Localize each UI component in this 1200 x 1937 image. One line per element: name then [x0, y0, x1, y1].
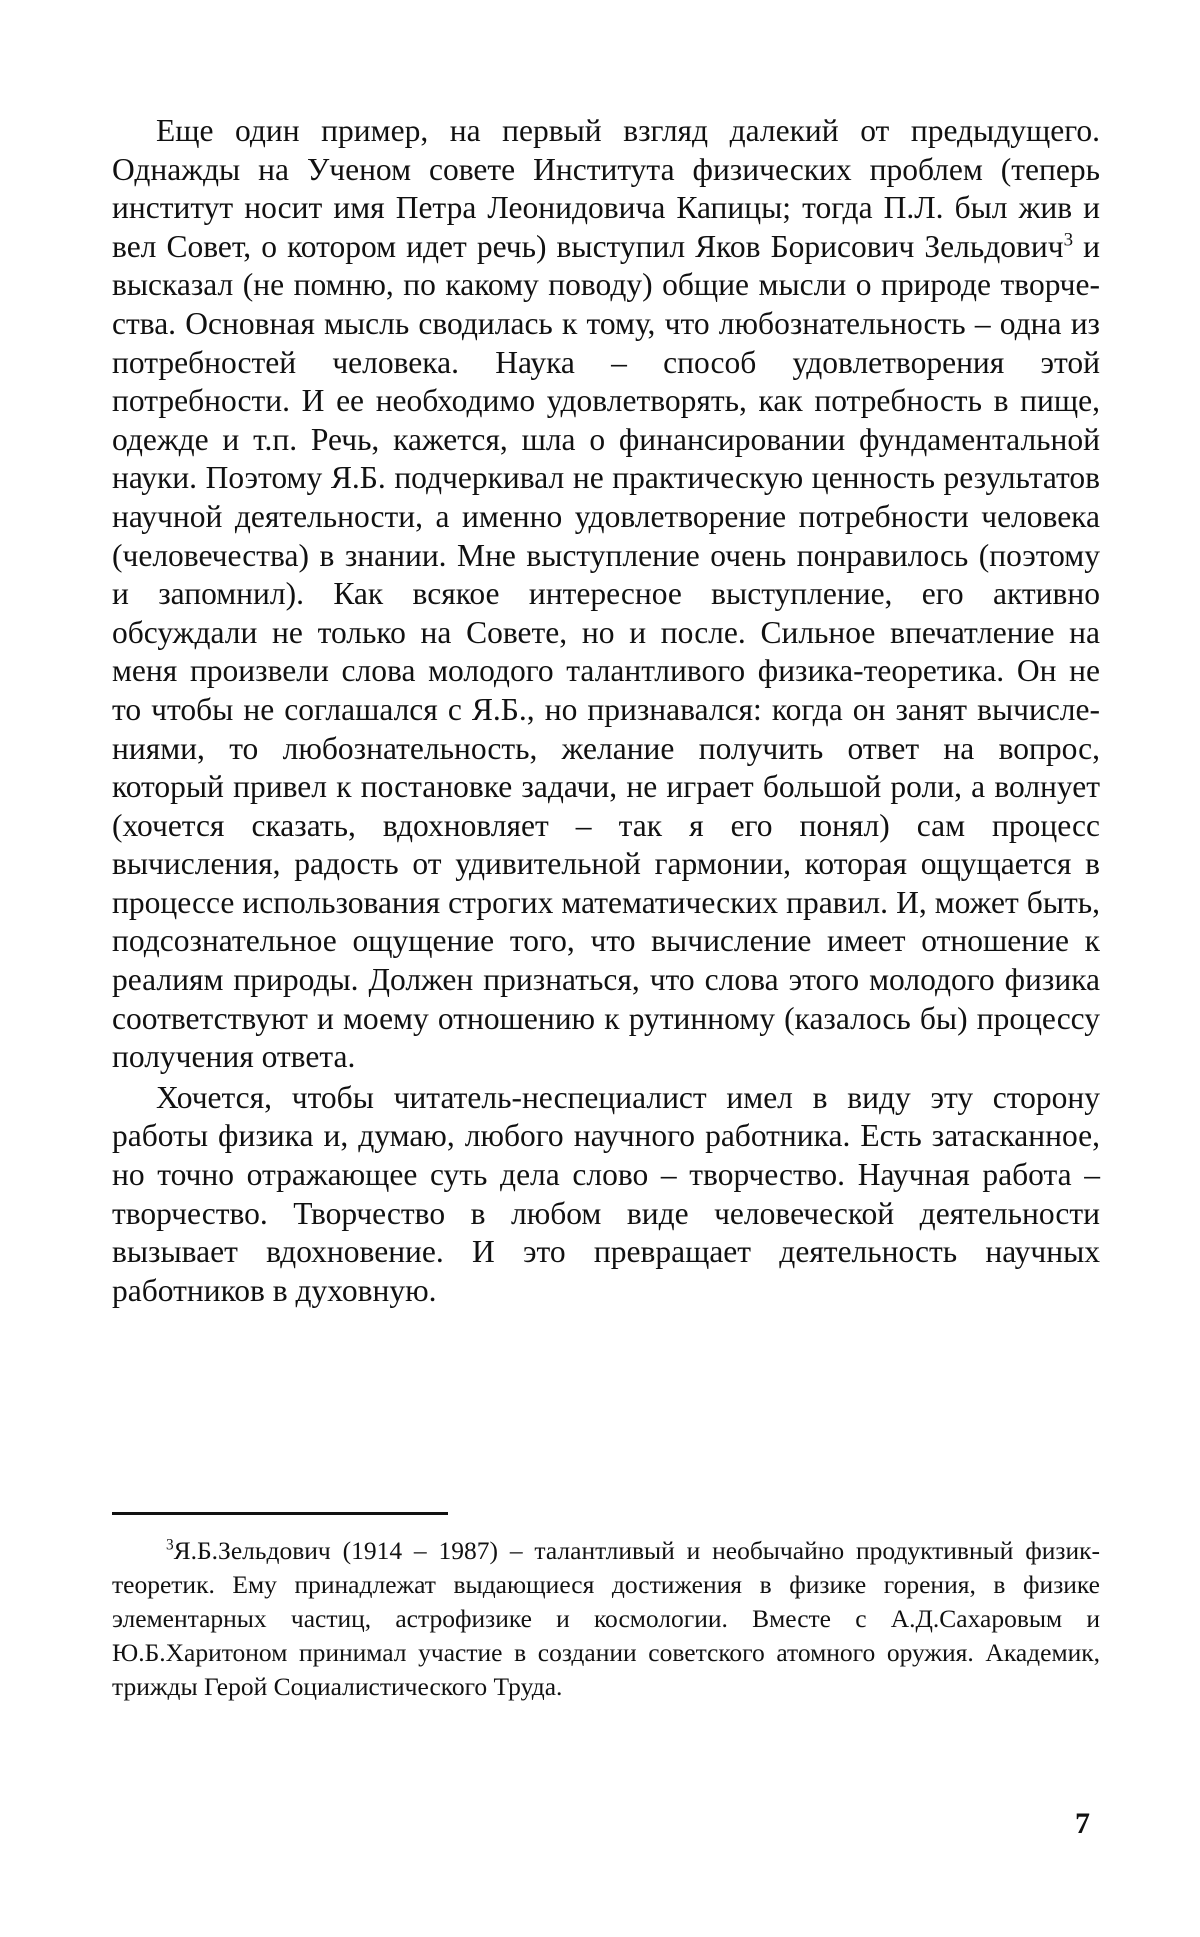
- footnote-marker: 3: [166, 1536, 174, 1554]
- paragraph-1-text-after-note: и высказал (не помню, по какому поводу) общие мысли о природе творчества. Основная мысль сводилась к тому, что любознательность – одна из потребностей человека. Наука – способ удовлетворения этой потребности. И ее необходимо удовлетворять, как потребность в пище, одежде и т.п. Речь, кажется, шла о финансировании фундаментальной науки. Поэтому Я.Б. подчеркивал не практическую ценность результатов научной деятельности, а именно удовлетворение потребности человека (человечества) в знании. Мне выступление очень понравилось (поэтому и запомнил). Как всякое интересное выступление, его активно обсуждали не только на Совете, но и после. Сильное впечатление на меня произвели слова молодого талантливого физика-теоретика. Он не то чтобы не соглашался с Я.Б., но признавался: когда он занят вычислениями, то любознательность, желание получить ответ на вопрос, который привел к постановке задачи, не играет большой роли, а волнует (хочется сказать, вдохновляет – так я его понял) сам процесс вычисления, радость от удивительной гармонии, которая ощущается в процессе использования строгих математических правил. И, может быть, подсознательное ощущение того, что вычисление имеет отношение к реалиям природы. Должен признаться, что слова этого молодого физика соответствуют и моему отношению к рутинному (казалось бы) процессу получения ответа.: [112, 228, 1100, 1075]
- footnote-text: Я.Б.Зельдович (1914 – 1987) – талантливый и необычайно продуктивный физик-теоретик. Ему принадлежат выдающиеся достижения в физике горения, в физике элементарных частиц, астрофизике и космологии. Вместе с А.Д.Сахаровым и Ю.Б.Харитоном принимал участие в создании советского атомного оружия. Академик, трижды Герой Социалистического Труда.: [112, 1536, 1100, 1701]
- paragraph-1-text-before-note: Еще один пример, на первый взгляд далекий от предыдущего. Однажды на Ученом совете Института физических проблем (теперь институт носит имя Петра Леонидовича Капицы; тогда П.Л. был жив и вел Совет, о котором идет речь) выступил Яков Борисович Зельдович: [112, 113, 1100, 264]
- paragraph-2: Хочется, чтобы читатель-неспециалист имел в виду эту сторону работы физика и, думаю, любого научного работника. Есть затасканное, но точно отражающее суть дела слово – творчество. Научная работа – творчество. Творчество в любом виде человеческой деятельности вызывает вдохновение. И это превращает деятельность научных работников в духовную.: [112, 1079, 1100, 1308]
- paragraph-1: [112, 112, 1100, 1077]
- footnote-separator: [112, 1512, 448, 1515]
- main-text: [112, 112, 1100, 1310]
- footnote-reference: 3: [1063, 229, 1074, 251]
- page-number: 7: [1075, 1807, 1090, 1840]
- footnote: [112, 1534, 1100, 1704]
